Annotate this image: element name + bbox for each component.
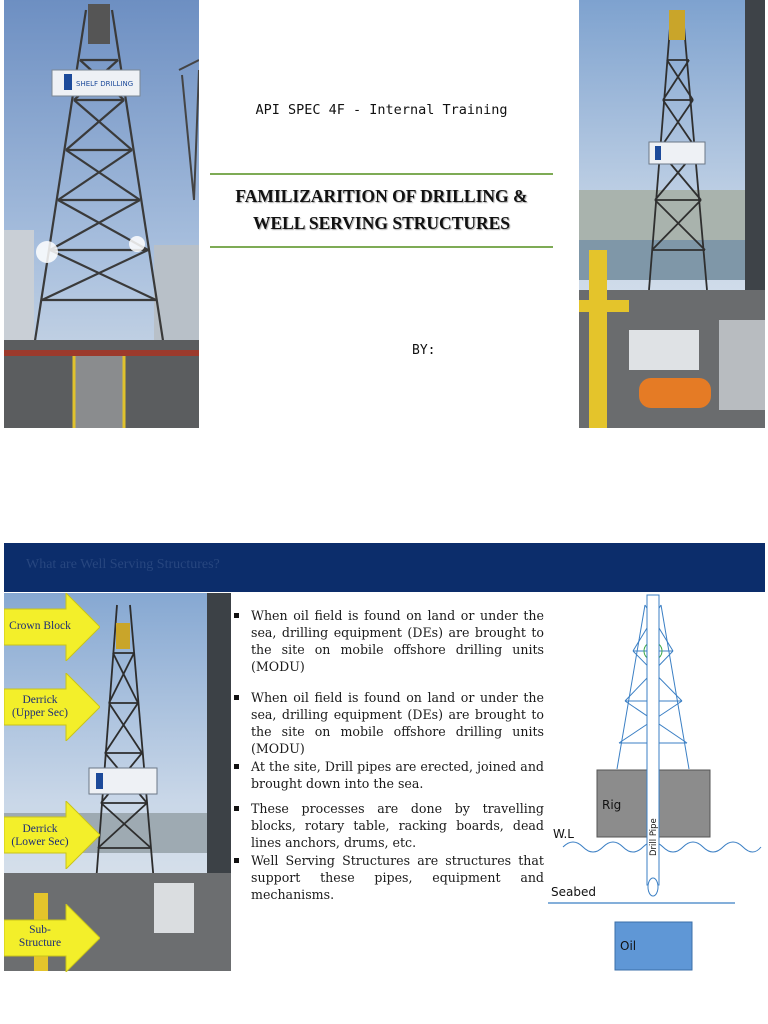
bullet-text: When oil field is found on land or under the sea, drilling equipment (DEs) are brought to the site on mobile offshore drilling units (MODU) — [251, 608, 544, 674]
section-heading: What are Well Serving Structures? — [26, 557, 220, 572]
water-line-label: W.L — [553, 827, 574, 841]
callout-sub-structure: Sub- Structure — [18, 924, 62, 949]
title-line-2: WELL SERVING STRUCTURES — [252, 213, 511, 233]
author-byline: BY: — [412, 343, 436, 358]
rig-sign-text: SHELF DRILLING — [76, 80, 134, 88]
title-bottom-rule — [210, 246, 553, 248]
bullet-list — [234, 607, 544, 903]
rig-diagram — [545, 593, 765, 978]
section-banner — [4, 543, 765, 592]
right-rig-photo — [579, 0, 765, 428]
bullet-text: When oil field is found on land or under the sea, drilling equipment (DEs) are brought to the site on mobile offshore drilling units (MODU) — [251, 690, 544, 756]
callout-derrick-upper: Derrick (Upper Sec) — [12, 694, 68, 719]
seabed-label: Seabed — [551, 885, 596, 899]
drill-bit — [648, 878, 658, 896]
bullet-item — [234, 689, 544, 757]
title-top-rule — [210, 173, 553, 175]
bullet-item — [234, 607, 544, 675]
oil-label: Oil — [620, 939, 637, 953]
bullet-text: Well Serving Structures are structures that support these pipes, equipment and mechanisms. — [251, 853, 544, 902]
training-subtitle: API SPEC 4F - Internal Training — [255, 102, 508, 118]
bullet-text: These processes are done by travelling blocks, rotary table, racking boards, dead lines anchors, drums, etc. — [251, 801, 544, 850]
bullet-item — [234, 800, 544, 851]
left-rig-photo — [4, 0, 199, 428]
callout-derrick-lower: Derrick (Lower Sec) — [11, 823, 69, 848]
callout-crown-block: Crown Block — [9, 620, 71, 632]
bullet-item — [234, 852, 544, 903]
slide-title — [210, 183, 553, 237]
water-line — [563, 842, 761, 852]
title-line-1: FAMILIZARITION OF DRILLING & — [235, 186, 528, 206]
drill-pipe-label: Drill Pipe — [649, 818, 659, 856]
rig-label: Rig — [602, 798, 622, 812]
bullet-item — [234, 758, 544, 792]
bullet-text: At the site, Drill pipes are erected, joined and brought down into the sea. — [251, 759, 544, 791]
